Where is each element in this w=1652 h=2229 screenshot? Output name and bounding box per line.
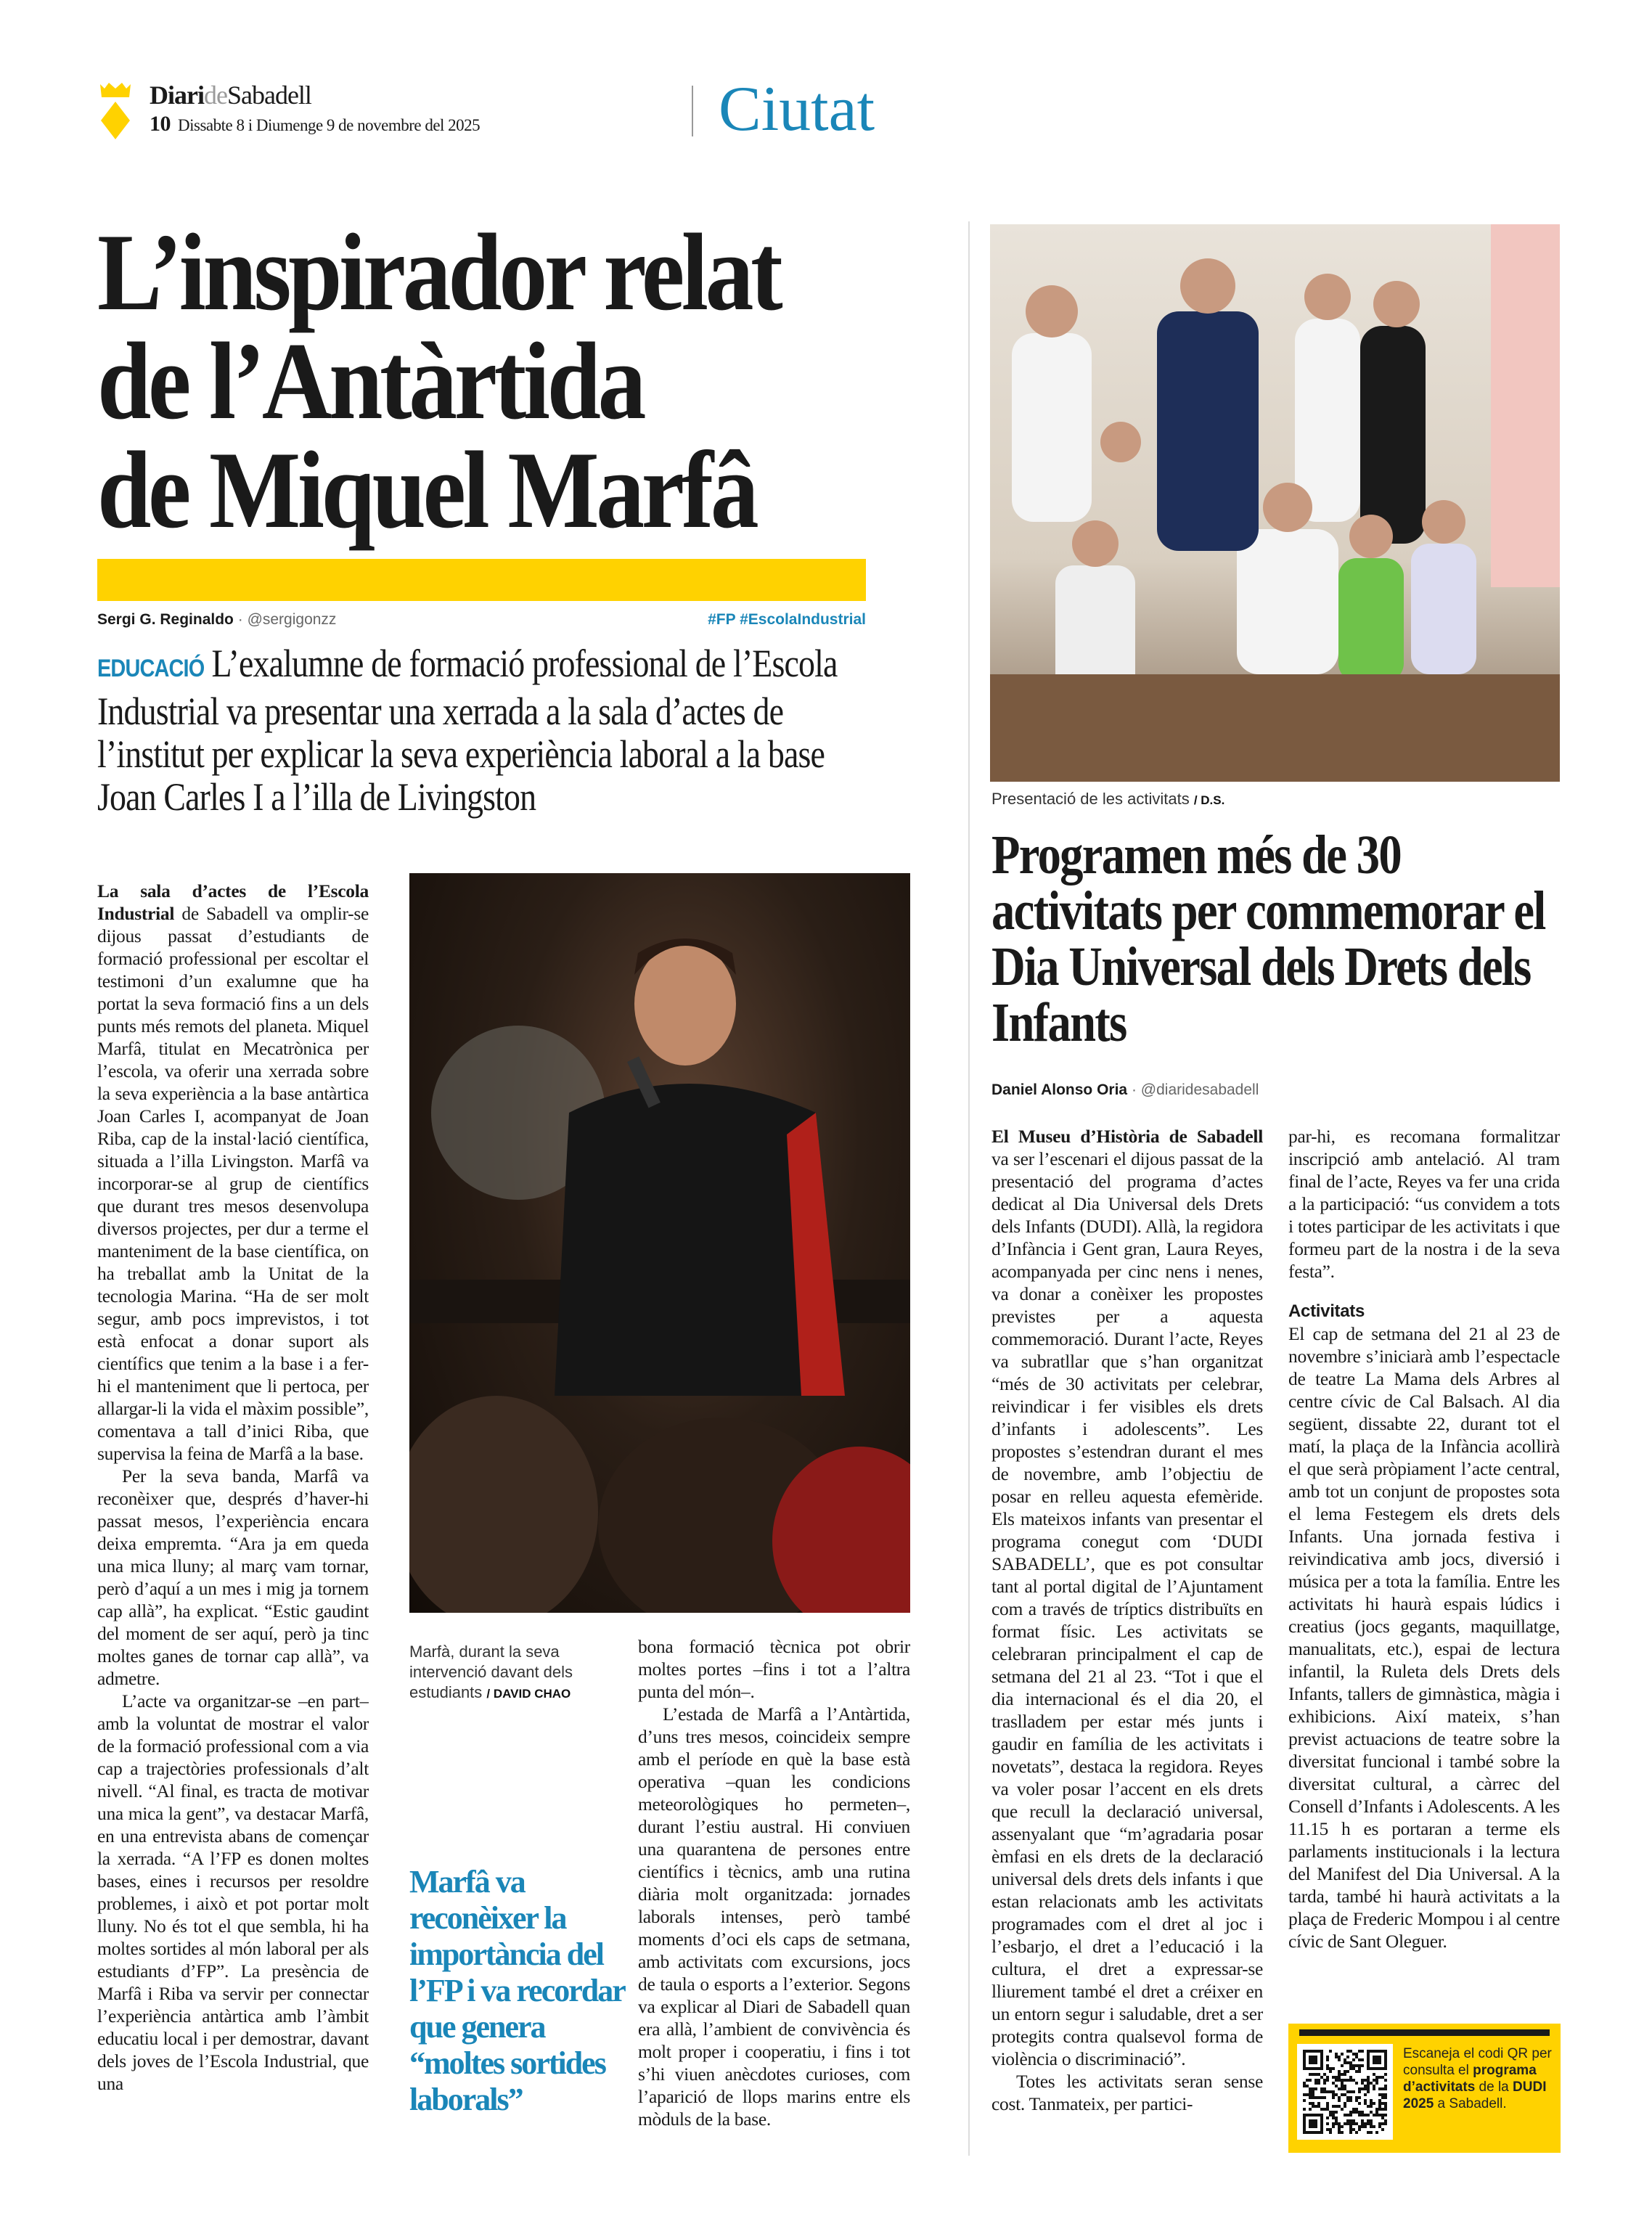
brand-city: Sabadell — [226, 81, 311, 110]
lead-in: La sala d’actes de l’Escola Industrial — [97, 880, 369, 924]
masthead[interactable] — [150, 80, 311, 110]
qr-text-part: a Sabadell. — [1434, 2096, 1507, 2111]
qr-text-part: Escaneja el codi QR per consulta el — [1403, 2046, 1552, 2078]
byline-separator: · — [237, 611, 243, 628]
category-label: EDUCACIÓ — [97, 655, 205, 682]
group-photo-illustration — [990, 224, 1560, 782]
paragraph: bona formació tècnica pot obrir moltes portes –fins i tot a l’altra punta del món–. — [638, 1636, 910, 1702]
article1-headline — [97, 211, 851, 551]
caption-text: Presentació de les activitats — [991, 790, 1190, 808]
group-photo-caption — [991, 789, 1561, 811]
qr-text-bold: DUDI 2025 — [1403, 2079, 1547, 2111]
article1-hashtags[interactable]: #FP #EscolaIndustrial — [708, 611, 866, 628]
article1-standfirst — [97, 642, 869, 819]
section-title: Ciutat — [719, 74, 875, 144]
photo-credit: / DAVID CHAO — [486, 1687, 571, 1701]
author-name: Sergi G. Reginaldo — [97, 611, 234, 628]
lead-in: El Museu d’Història de Sabadell — [991, 1126, 1263, 1147]
speaker-photo-illustration — [409, 873, 910, 1613]
paragraph: L’estada de Marfâ a l’Antàrtida, d’uns tres mesos, coincideix sempre amb el període en què la base està operativa –quan les condicions meteorològiques ho permeten–, durant l’estiu austral. Hi conviuen una quarantena de persones entre científics i tècnics, amb una rutina diària molt organitzada: jornades laborals intenses, però també moments d’oci els caps de setmana, amb activitats com excursions, jocs de taula o esports a l’exterior. Segons va explicar al Diari de Sabadell quan era allà, l’ambient de convivència és molt proper i cooperatiu, i fins i tot s’hi viuen anècdotes curioses, com l’aparició de llops marins entre els mòduls de la base. — [638, 1704, 910, 2130]
author-handle[interactable]: @diaridesabadell — [1140, 1081, 1259, 1098]
diari-de-sabadell-logo-icon — [97, 81, 134, 139]
article2-headline: Programen més de 30 activitats per commemorar el Dia Universal dels Drets dels Infants — [991, 825, 1545, 1053]
article1-column-1 — [97, 880, 369, 2157]
headline-line: de Miquel Marfâ — [97, 429, 756, 551]
paragraph: El cap de setmana del 21 al 23 de novembre s’iniciarà amb l’espectacle de teatre La Mama dels Arbres al centre cívic de Cal Balsach. Al dia següent, dissabte 22, durant tot el matí, la plaça de la Infància acollirà el que serà pròpiament l’acte central, amb tot un conjunt de propostes sota el lema Festegem els drets dels Infants. Una jornada festiva i reivindicativa amb jocs, diversió i música per a tota la família. Entre les activitats hi haurà espais lúdics i creatius (jocs gegants, maquillatge, manualitats, etc.), espai de lectura infantil, la Ruleta dels Drets dels Infants, tallers de gimnàstica, màgia i exhibicions. Així mateix, s’han previst actuacions de teatre sobre la diversitat funcional i també sobre la diversitat cultural, a càrrec del Consell d’Infants i Adolescents. A les 11.15 h es portaran a terme els parlaments institucionals i la lectura del Manifest del Dia Universal. A la tarda, també hi haurà activitats a la plaça de Frederic Mompou i al centre cívic de Sant Oleguer. — [1288, 1323, 1560, 1952]
paragraph: de Sabadell va omplir-se dijous passat d’estudiants de formació professional per escoltar el testimoni d’un exalumne que ha portat la seva formació fins a un dels punts més remots del planeta. Miquel Marfâ, titulat en Mecatrònica per l’escola, va oferir una xerrada sobre la seva experiència a la base antàrtica Joan Carles I, acompanyat de Joan Riba, cap de la instal·lació científica, situada a l’illa Livingston. Marfâ va incorporar-se al grup de científics que durant tres mesos desenvolupa diversos projectes, per dur a terme el manteniment de la base científica, on ha treballat amb la Unitat de la tecnologia Marina. “Ha de ser molt segur, amb pocs imprevistos, i tot està enfocat a donar suport als científics que tenim a la base i a fer-hi el manteniment que li pertoca, per allargar-li la vida el màxim possible”, comentava a tall d’inici Riba, que supervisa la feina de Marfâ a la base. — [97, 903, 369, 1464]
headline-line: L’inspirador relat — [97, 211, 780, 333]
article2-column-1 — [991, 1125, 1263, 2156]
dateline — [150, 112, 480, 136]
subheading: Activitats — [1288, 1301, 1365, 1321]
photo-credit: / D.S. — [1193, 793, 1225, 807]
paragraph: par-hi, es recomana formalitzar inscripció amb antelació. Al tram final de l’acte, Reyes va fer una crida a la participació: “us convidem a tots i totes participar de les activitats i que formeu part de la nostra i de la seva festa”. — [1288, 1126, 1560, 1282]
speaker-photo — [409, 873, 910, 1613]
header-divider — [692, 86, 693, 136]
article2-byline — [991, 1081, 1259, 1099]
paragraph: L’acte va organitzar-se –en part– amb la voluntat de mostrar el valor de la formació professional com a via cap a trajectòries professionals d’alt nivell. “Al final, es tracta de motivar una mica la gent”, va destacar Marfâ, en una entrevista abans de començar la xerrada. “A l’FP es donen moltes bases, eines i recursos per resoldre problemes, i això et pot portar molt lluny. No és tot el que sembla, hi ha moltes sortides al món laboral per als estudiants d’FP”. La presència de Marfâ i Riba va servir per connectar l’experiència antàrtica amb l’àmbit educatiu local i per demostrar, davant dels joves de l’Escola Industrial, que una — [97, 1690, 369, 2094]
qr-text-bold: programa d’activitats — [1403, 2063, 1537, 2095]
brand-name: Diari — [150, 81, 204, 110]
article1-byline — [97, 611, 336, 629]
qr-text-part: de la — [1475, 2079, 1513, 2095]
children-presentation-photo — [990, 224, 1560, 782]
headline-yellow-bar — [97, 559, 866, 601]
qr-code-icon — [1303, 2050, 1387, 2134]
standfirst-text: L’exalumne de formació professional de l’Escola Industrial va presentar una xerrada a la sala d’actes de l’institut per explicar la seva experiència laboral a la base Joan Carles I a l’illa de Livingston — [97, 642, 838, 819]
brand-de: de — [203, 81, 227, 110]
author-name: Daniel Alonso Oria — [991, 1081, 1128, 1098]
qr-text — [1403, 2045, 1555, 2112]
author-handle[interactable]: @sergigonzz — [247, 611, 337, 628]
speaker-photo-caption — [409, 1642, 620, 1704]
qr-info-box — [1288, 2024, 1561, 2153]
headline-line: de l’Antàrtida — [97, 320, 644, 442]
page-number: 10 — [150, 112, 171, 136]
paragraph: Totes les activitats seran sense cost. Tanmateix, per partici- — [991, 2071, 1263, 2114]
issue-date: Dissabte 8 i Diumenge 9 de novembre del 2025 — [178, 116, 481, 134]
column-divider — [968, 221, 970, 2156]
article2-column-2 — [1288, 1125, 1560, 2014]
article1-column-2 — [638, 1635, 910, 2158]
pull-quote: Marfâ va reconèixer la importància del l’FP i va recordar que genera “moltes sortides laborals” — [409, 1864, 624, 2117]
paragraph: va ser l’escenari el dijous passat de la presentació del programa d’actes dedicat al Dia Universal dels Drets dels Infants (DUDI). Allà, la regidora d’Infància i Gent gran, Laura Reyes, acompanyada per cinc nens i nenes, va donar a conèixer les propostes previstes per a aquesta commemoració. Durant l’acte, Reyes va subratllar que s’han organitzat “més de 30 activitats per celebrar, reivindicar i fer visibles els drets d’infants i adolescents”. Les propostes s’estendran durant el mes de novembre, amb l’objectiu de posar en relleu aquesta efemèride. Els mateixos infants van presentar el programa conegut com ‘DUDI SABADELL’, que es pot consultar tant al portal digital de l’Ajuntament com a través de tríptics distribuïts en format físic. Les activitats se celebraran principalment el cap de setmana del 21 al 23. “Tot i que el dia internacional és el dia 20, el traslladem per estar més junts i gaudir en família de les activitats i novetats”, destaca la regidora. Reyes va voler posar l’accent en els drets que recull la declaració universal, assenyalant que “m’agradaria posar èmfasi en els drets de la declaració universal dels drets dels infants i que estan relacionats amb les activitats programades com el dret al joc i l’esbarjo, el dret a l’educació i la cultura, el dret a expressar-se lliurement també el dret a créixer en un entorn segur i saludable, dret a ser protegits contra qualsevol forma de violència o discriminació”. — [991, 1148, 1263, 2069]
paragraph: Per la seva banda, Marfâ va reconèixer que, després d’haver-hi passat mesos, l’experiència encara deixa empremta. “Ara ja em queda una mica lluny; al març vam tornar, però d’aquí a un mes i mig ja tornem cap allà”, ha explicat. “Estic gaudint del moment de ser aquí, però ja tinc moltes ganes de tornar cap allà”, va admetre. — [97, 1465, 369, 1689]
caption-text: Marfà, durant la seva intervenció davant dels estudiants — [409, 1643, 573, 1701]
qr-code[interactable] — [1297, 2044, 1393, 2140]
box-rule — [1299, 2029, 1550, 2036]
byline-separator: · — [1131, 1081, 1137, 1098]
